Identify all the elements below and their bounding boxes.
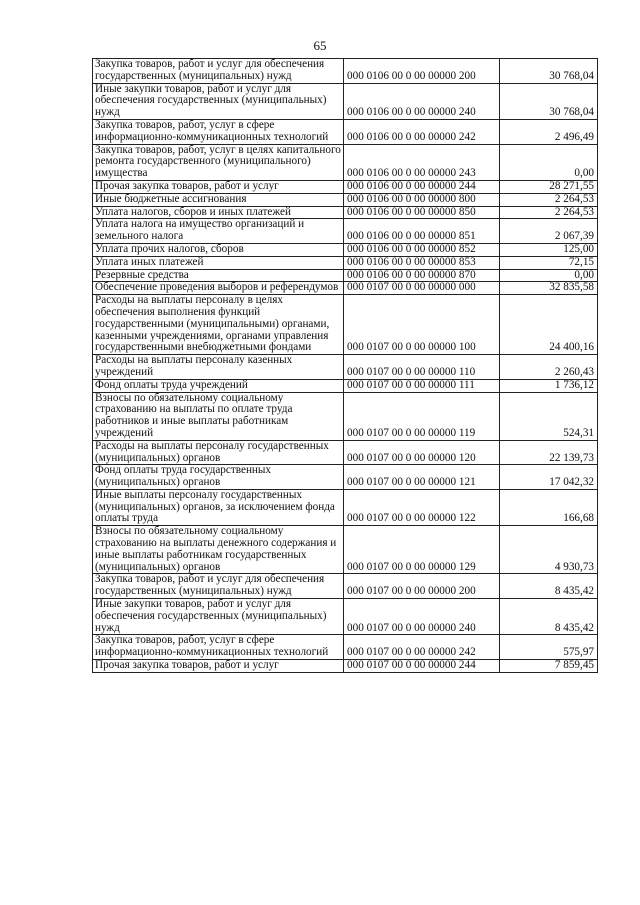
table-row (93, 635, 598, 660)
row-name-cell: Обеспечение проведения выборов и референдумов (93, 282, 344, 295)
row-name-cell: Закупка товаров, работ и услуг для обеспечения государственных (муниципальных) нужд (93, 59, 344, 84)
row-code-cell: 000 0106 00 0 00 00000 850 (344, 206, 500, 219)
row-code-cell: 000 0106 00 0 00 00000 852 (344, 243, 500, 256)
row-sum-cell: 22 139,73 (500, 440, 598, 465)
row-code-cell: 000 0107 00 0 00 00000 000 (344, 282, 500, 295)
row-name-cell: Иные закупки товаров, работ и услуг для обеспечения государственных (муниципальных) нужд (93, 599, 344, 635)
table-row (93, 59, 598, 84)
table-row (93, 660, 598, 673)
table-row (93, 392, 598, 440)
table-row (93, 219, 598, 244)
row-sum-cell: 125,00 (500, 243, 598, 256)
row-code-cell: 000 0106 00 0 00 00000 853 (344, 256, 500, 269)
row-sum-cell: 4 930,73 (500, 526, 598, 574)
row-sum-cell: 575,97 (500, 635, 598, 660)
table-row (93, 440, 598, 465)
row-sum-cell: 1 736,12 (500, 379, 598, 392)
row-code-cell: 000 0106 00 0 00 00000 242 (344, 119, 500, 144)
row-sum-cell: 30 768,04 (500, 83, 598, 119)
row-name-cell: Закупка товаров, работ и услуг для обеспечения государственных (муниципальных) нужд (93, 574, 344, 599)
row-name-cell: Закупка товаров, работ, услуг в сфере информационно-коммуникационных технологий (93, 635, 344, 660)
row-name-cell: Прочая закупка товаров, работ и услуг (93, 180, 344, 193)
table-row (93, 180, 598, 193)
row-code-cell: 000 0106 00 0 00 00000 240 (344, 83, 500, 119)
row-name-cell: Закупка товаров, работ, услуг в сфере информационно-коммуникационных технологий (93, 119, 344, 144)
row-sum-cell: 0,00 (500, 144, 598, 180)
row-name-cell: Фонд оплаты труда учреждений (93, 379, 344, 392)
table-row (93, 295, 598, 355)
row-code-cell: 000 0107 00 0 00 00000 119 (344, 392, 500, 440)
row-code-cell: 000 0107 00 0 00 00000 110 (344, 355, 500, 380)
table-row (93, 243, 598, 256)
row-code-cell: 000 0106 00 0 00 00000 851 (344, 219, 500, 244)
row-sum-cell: 166,68 (500, 489, 598, 525)
row-code-cell: 000 0106 00 0 00 00000 870 (344, 269, 500, 282)
row-code-cell: 000 0106 00 0 00 00000 243 (344, 144, 500, 180)
row-code-cell: 000 0107 00 0 00 00000 240 (344, 599, 500, 635)
row-code-cell: 000 0107 00 0 00 00000 200 (344, 574, 500, 599)
row-name-cell: Иные закупки товаров, работ и услуг для обеспечения государственных (муниципальных) нужд (93, 83, 344, 119)
table-row (93, 269, 598, 282)
row-name-cell: Прочая закупка товаров, работ и услуг (93, 660, 344, 673)
row-sum-cell: 2 496,49 (500, 119, 598, 144)
row-sum-cell: 2 264,53 (500, 206, 598, 219)
row-sum-cell: 28 271,55 (500, 180, 598, 193)
row-sum-cell: 32 835,58 (500, 282, 598, 295)
table-row (93, 574, 598, 599)
table-row (93, 526, 598, 574)
row-code-cell: 000 0106 00 0 00 00000 200 (344, 59, 500, 84)
table-row (93, 379, 598, 392)
table-row (93, 489, 598, 525)
page-number: 65 (313, 38, 327, 53)
table-row (93, 282, 598, 295)
row-code-cell: 000 0106 00 0 00 00000 244 (344, 180, 500, 193)
row-name-cell: Расходы на выплаты персоналу в целях обеспечения выполнения функций государственными (муниципальными) органами, казенными учреждениями, органами управления государственными внебюджетными фондами (93, 295, 344, 355)
row-code-cell: 000 0106 00 0 00 00000 800 (344, 193, 500, 206)
row-sum-cell: 2 260,43 (500, 355, 598, 380)
row-name-cell: Расходы на выплаты персоналу государственных (муниципальных) органов (93, 440, 344, 465)
row-name-cell: Уплата налогов, сборов и иных платежей (93, 206, 344, 219)
row-sum-cell: 17 042,32 (500, 465, 598, 490)
row-code-cell: 000 0107 00 0 00 00000 121 (344, 465, 500, 490)
row-sum-cell: 8 435,42 (500, 574, 598, 599)
row-name-cell: Уплата прочих налогов, сборов (93, 243, 344, 256)
row-name-cell: Взносы по обязательному социальному страхованию на выплаты по оплате труда работников и иные выплаты работникам учреждений (93, 392, 344, 440)
table-row (93, 119, 598, 144)
row-name-cell: Уплата налога на имущество организаций и земельного налога (93, 219, 344, 244)
row-sum-cell: 8 435,42 (500, 599, 598, 635)
row-sum-cell: 2 264,53 (500, 193, 598, 206)
row-name-cell: Закупка товаров, работ, услуг в целях капитального ремонта государственного (муниципального) имущества (93, 144, 344, 180)
row-sum-cell: 24 400,16 (500, 295, 598, 355)
table-body (93, 59, 598, 673)
row-name-cell: Уплата иных платежей (93, 256, 344, 269)
table-row (93, 465, 598, 490)
table-row (93, 599, 598, 635)
row-code-cell: 000 0107 00 0 00 00000 242 (344, 635, 500, 660)
row-name-cell: Иные бюджетные ассигнования (93, 193, 344, 206)
row-name-cell: Резервные средства (93, 269, 344, 282)
table-row (93, 355, 598, 380)
row-code-cell: 000 0107 00 0 00 00000 244 (344, 660, 500, 673)
row-name-cell: Иные выплаты персоналу государственных (муниципальных) органов, за исключением фонда оплаты труда (93, 489, 344, 525)
row-name-cell: Взносы по обязательному социальному страхованию на выплаты денежного содержания и иные выплаты работникам государственных (муниципальных) органов (93, 526, 344, 574)
row-name-cell: Фонд оплаты труда государственных (муниципальных) органов (93, 465, 344, 490)
table-row (93, 206, 598, 219)
row-code-cell: 000 0107 00 0 00 00000 120 (344, 440, 500, 465)
row-sum-cell: 72,15 (500, 256, 598, 269)
table-row (93, 256, 598, 269)
table-row (93, 83, 598, 119)
table-row (93, 193, 598, 206)
budget-table (92, 58, 598, 673)
row-code-cell: 000 0107 00 0 00 00000 129 (344, 526, 500, 574)
row-sum-cell: 524,31 (500, 392, 598, 440)
table-row (93, 144, 598, 180)
row-sum-cell: 30 768,04 (500, 59, 598, 84)
row-sum-cell: 2 067,39 (500, 219, 598, 244)
row-code-cell: 000 0107 00 0 00 00000 122 (344, 489, 500, 525)
row-name-cell: Расходы на выплаты персоналу казенных учреждений (93, 355, 344, 380)
row-code-cell: 000 0107 00 0 00 00000 111 (344, 379, 500, 392)
row-code-cell: 000 0107 00 0 00 00000 100 (344, 295, 500, 355)
row-sum-cell: 0,00 (500, 269, 598, 282)
row-sum-cell: 7 859,45 (500, 660, 598, 673)
